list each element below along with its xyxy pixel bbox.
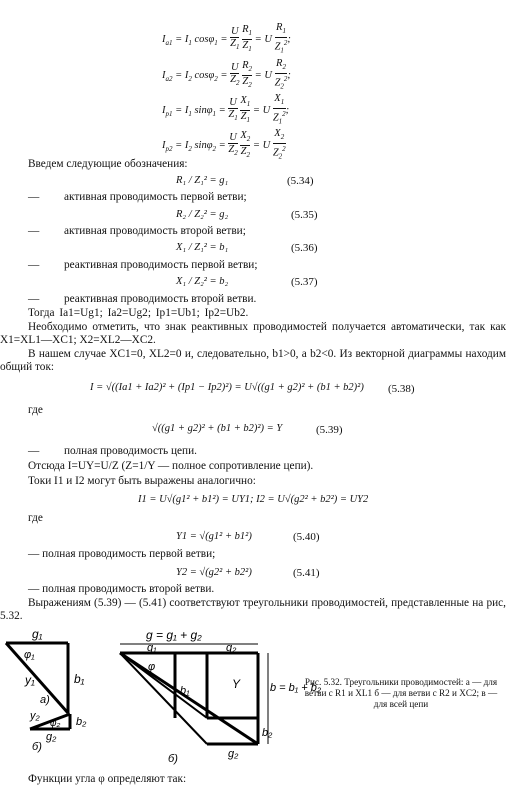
equation-5-36: X₁ / Z₁² = b₁ (176, 242, 229, 253)
equation-5-35: R₂ / Z₂² = g₂ (176, 209, 229, 220)
formula-ia2: $I_{a2} = I_2$ cosφ$_2$ = $\frac{U}{Z_2}$ $\frac{R_2}{Z_2}$ = U $\frac{R_2}{Z_2^2}$ ; (162, 58, 291, 91)
definition-5-41: — полная проводимость второй ветви. (28, 583, 215, 595)
label-y: Y (232, 677, 241, 691)
equation-number-5-40: (5.40) (293, 531, 320, 543)
label-phi2: φ₂ (50, 718, 61, 729)
dash: — (28, 259, 40, 271)
definition-5-40: — полная проводимость первой ветви; (28, 548, 216, 560)
label-b2: b₂ (76, 716, 87, 728)
definition-5-39: — полная проводимость цепи. (28, 445, 197, 457)
dash: — (28, 445, 40, 457)
paragraph-our-case: В нашем случае XC1=0, XL2=0 и, следовательно, b1>0, а b2<0. Из векторной диаграммы находим общий ток: (0, 348, 506, 373)
label-phi1: φ₁ (24, 649, 35, 661)
equation-5-34: R₁ / Z₁² = g₁ (176, 175, 229, 186)
intro-text: Введем следующие обозначения: (28, 158, 188, 170)
triangle-a (6, 643, 68, 713)
dash: — (28, 191, 40, 203)
label-b1-c: b₁ (180, 685, 190, 697)
triangle-c (120, 644, 268, 744)
equation-number-5-34: (5.34) (287, 175, 314, 187)
definition-5-36: — реактивная проводимость первой ветви; (28, 259, 258, 271)
label-g1-c: g₁ (147, 642, 157, 654)
equation-i1-i2: I1 = U√(g1² + b1²) = UY1; I2 = U√(g2² + b2²) = UY2 (138, 494, 369, 505)
label-g2-c: g₂ (226, 642, 237, 654)
paragraph-triangles: Выражениям (5.39) — (5.41) соответствуют треугольники проводимостей, представленные на рис, 5.32. (0, 597, 506, 622)
label-g2-bottom: g₂ (228, 748, 239, 760)
label-y1: y₁ (25, 673, 35, 687)
where-label-1: где (28, 404, 43, 416)
paragraph-sign-note: Необходимо отметить, что знак реактивных проводимостей получается автоматически, так как X1=XL1—XC1; X2=XL2—XC2. (0, 321, 506, 346)
equation-number-5-36: (5.36) (291, 242, 318, 254)
dash: — (28, 293, 40, 305)
label-b-total: b = b₁ + b₂ (270, 682, 322, 694)
dash: — (28, 225, 40, 237)
label-b2-c: b₂ (262, 727, 273, 739)
equation-number-5-35: (5.35) (291, 209, 318, 221)
where-label-2: где (28, 512, 43, 524)
formula-ip2: $I_{p2} = I_2$ sinφ$_2$ = $\frac{U}{Z_2}$ $\frac{X_2}{Z_2}$ = U $\frac{X_2}{Z_2^2}$ (162, 128, 286, 161)
equation-number-5-41: (5.41) (293, 567, 320, 579)
otsyuda-line: Отсюда I=UY=U/Z (Z=1/Y — полное сопротивление цепи). (28, 460, 314, 472)
definition-5-35: — активная проводимость второй ветви; (28, 225, 246, 237)
equation-5-38: I = √((Ia1 + Ia2)² + (Ip1 − Ip2)²) = U√((g1 + g2)² + (b1 + b2)²) (90, 382, 364, 393)
figure-caption: Рис. 5.32. Треугольники проводимостей: а — для ветви с R1 и XL1 б — для ветви с R2 и XC2; в — для всей цепи (304, 677, 498, 709)
definition-5-37: — реактивная проводимость второй ветви. (28, 293, 257, 305)
definition-5-34: — активная проводимость первой ветви; (28, 191, 247, 203)
equation-number-5-39: (5.39) (316, 424, 343, 436)
label-a: а) (40, 694, 50, 706)
toki-line: Токи I1 и I2 могут быть выражены аналогично: (28, 475, 256, 487)
label-y2: y₂ (30, 710, 40, 722)
formula-ip1: $I_{p1} = I_1$ sinφ$_1$ = $\frac{U}{Z_1}$ $\frac{X_1}{Z_1}$ = U $\frac{X_1}{Z_1^2}$ ; (162, 93, 290, 126)
label-c: б) (168, 753, 178, 765)
equation-5-39: √((g1 + g2)² + (b1 + b2)²) = Y (152, 423, 283, 434)
equation-5-37: X₁ / Z₂² = b₂ (176, 276, 229, 287)
label-phi: φ (148, 661, 156, 673)
equation-5-41: Y2 = √(g2² + b2²) (176, 567, 252, 578)
label-b-small: б) (32, 741, 42, 753)
functions-line: Функции угла φ определяют так: (28, 773, 187, 785)
togda-line: Тогда Iа1=Ug1; Iа2=Ug2; Iр1=Ub1; Iр2=Ub2. (28, 307, 249, 319)
equation-number-5-37: (5.37) (291, 276, 318, 288)
label-g-total: g = g₁ + g₂ (146, 628, 202, 642)
label-b1: b₁ (74, 672, 85, 686)
label-g1: g₁ (32, 627, 43, 641)
equation-5-40: Y1 = √(g1² + b1²) (176, 531, 252, 542)
label-g2: g₂ (46, 731, 57, 743)
equation-number-5-38: (5.38) (388, 383, 415, 395)
formula-ia1: $I_{a1} = I_1$ cosφ$_1$ = $\frac{U}{Z_1}$ $\frac{R_1}{Z_1}$ = U $\frac{R_1}{Z_1^2}$ ; (162, 22, 291, 55)
